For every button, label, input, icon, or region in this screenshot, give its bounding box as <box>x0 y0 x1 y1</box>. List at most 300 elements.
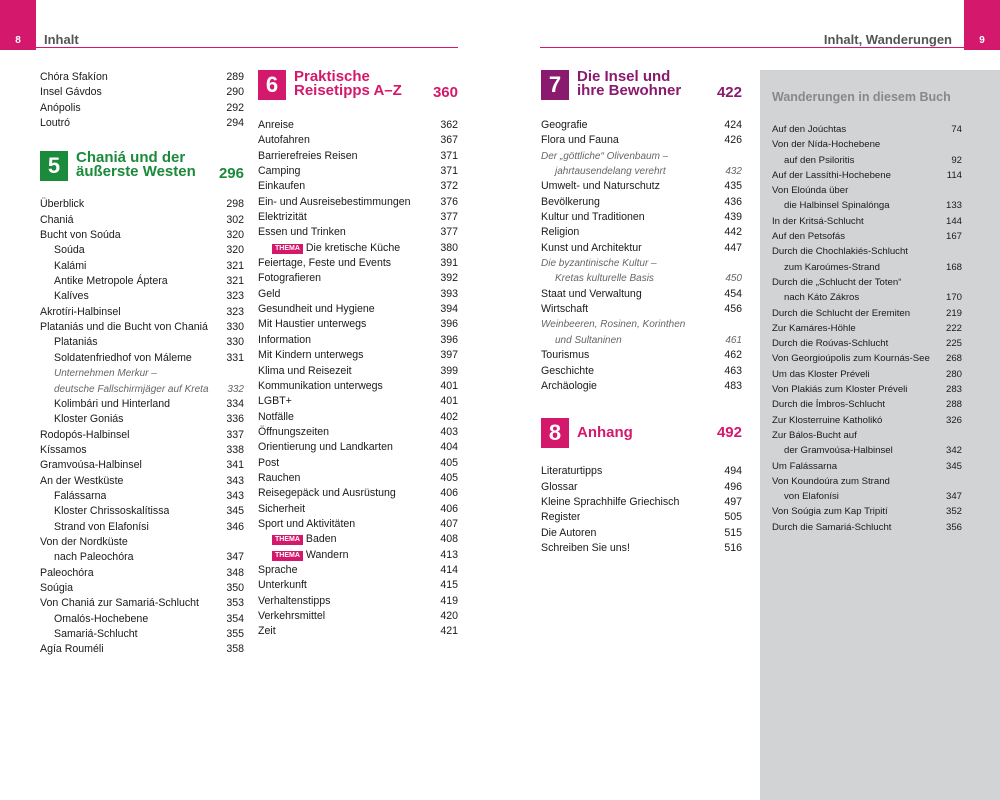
page-number-left: 8 <box>0 0 36 50</box>
entry-text: Barrierefreies Reisen <box>258 149 358 162</box>
entry-label <box>40 474 123 489</box>
entry-label <box>772 260 880 275</box>
entry-text: Reisegepäck und Ausrüstung <box>258 487 396 500</box>
entry-page: 168 <box>945 261 962 273</box>
toc-entry[interactable] <box>40 397 244 412</box>
entry-page: 298 <box>226 198 244 211</box>
entry-text: Fotografieren <box>258 272 322 285</box>
toc-entry[interactable] <box>772 504 962 519</box>
toc-entry[interactable] <box>772 183 962 198</box>
entry-text: Durch die Schlucht der Eremiten <box>772 307 911 319</box>
toc-entry[interactable] <box>258 317 458 332</box>
entry-page: 405 <box>440 471 458 484</box>
toc-entry[interactable] <box>258 225 458 240</box>
toc-entry[interactable] <box>40 612 244 627</box>
toc-entry[interactable] <box>40 382 244 397</box>
entry-text: Unterkunft <box>258 579 307 592</box>
entry-page: 341 <box>226 459 244 472</box>
entry-text: Wirtschaft <box>541 303 589 316</box>
toc-column-1 <box>40 70 244 658</box>
toc-entry[interactable] <box>258 287 458 302</box>
toc-entry[interactable] <box>258 379 458 394</box>
toc-entry[interactable] <box>541 149 742 164</box>
toc-entry[interactable] <box>772 321 962 336</box>
toc-entry[interactable] <box>258 471 458 486</box>
entry-text: Öffnungszeiten <box>258 425 330 438</box>
entry-text: Paleochóra <box>40 566 94 579</box>
entry-page: 362 <box>440 119 458 131</box>
toc-entry[interactable] <box>258 348 458 363</box>
entry-text: Kolimbári und Hinterland <box>54 397 171 410</box>
entry-text: Chaniá <box>40 213 74 226</box>
toc-entry[interactable] <box>772 306 962 321</box>
chapter-title: Die Insel und ihre Bewohner <box>577 68 682 99</box>
entry-page: 494 <box>724 465 742 478</box>
entry-label <box>772 443 893 458</box>
entry-text: Von der Nordküste <box>40 535 128 548</box>
entry-label <box>40 412 123 427</box>
toc-entry[interactable] <box>772 428 962 443</box>
entry-label <box>772 428 857 443</box>
toc-entry[interactable] <box>258 149 458 164</box>
toc-entry[interactable] <box>258 425 458 440</box>
entry-page: 496 <box>724 480 742 493</box>
toc-entry[interactable] <box>541 225 742 240</box>
toc-column-3 <box>541 70 742 556</box>
entry-page: 371 <box>440 149 458 162</box>
entry-label <box>258 241 400 256</box>
entry-label <box>40 335 98 350</box>
toc-entry[interactable] <box>541 495 742 510</box>
entry-page: 74 <box>951 124 962 135</box>
chapter-heading-5[interactable] <box>40 151 244 181</box>
toc-entry[interactable] <box>40 520 244 535</box>
entry-label <box>541 510 580 525</box>
entry-label <box>541 287 642 302</box>
entry-label <box>40 243 85 258</box>
toc-entry[interactable] <box>541 133 742 148</box>
toc-entry[interactable] <box>40 642 244 657</box>
entry-label <box>40 213 74 228</box>
toc-entry[interactable] <box>772 351 962 366</box>
entry-page: 391 <box>440 257 458 270</box>
entry-label <box>772 504 888 519</box>
entry-text: und Sultaninen <box>555 334 622 346</box>
entry-text: Kalámi <box>54 259 87 272</box>
entry-label <box>541 271 654 286</box>
toc-entry[interactable] <box>772 474 962 489</box>
chapter-heading-6[interactable] <box>258 70 458 100</box>
entry-label <box>772 168 891 183</box>
toc-entry[interactable] <box>772 275 962 290</box>
toc-entry[interactable] <box>258 440 458 455</box>
toc-entry[interactable] <box>258 624 458 639</box>
entry-page: 283 <box>945 384 962 396</box>
toc-entry[interactable] <box>40 535 244 550</box>
entry-text: Strand von Elafonísi <box>54 520 149 533</box>
toc-entry[interactable] <box>541 241 742 256</box>
entry-label <box>40 320 208 335</box>
entry-page: 336 <box>226 413 244 426</box>
toc-entry[interactable] <box>40 474 244 489</box>
entry-label <box>258 594 330 609</box>
entry-label <box>40 566 94 581</box>
entry-label <box>40 116 70 131</box>
toc-entry[interactable] <box>541 379 742 394</box>
entry-text: Elektrizität <box>258 211 307 224</box>
toc-entry[interactable] <box>40 335 244 350</box>
toc-entry[interactable] <box>258 410 458 425</box>
entry-text: Wandern <box>305 548 349 561</box>
entry-page: 372 <box>440 180 458 193</box>
entry-page: 393 <box>440 287 458 300</box>
toc-entry[interactable] <box>772 367 962 382</box>
entry-text: Der „göttliche“ Olivenbaum – <box>541 150 669 162</box>
entry-page: 396 <box>440 333 458 346</box>
entry-label <box>258 471 300 486</box>
toc-entry[interactable] <box>541 164 742 179</box>
entry-label <box>40 197 84 212</box>
toc-entry[interactable] <box>541 287 742 302</box>
toc-entry[interactable] <box>258 517 458 532</box>
entry-label <box>258 195 411 210</box>
chapter-heading-8[interactable] <box>541 418 742 448</box>
entry-text: nach Paleochóra <box>54 551 134 564</box>
toc-entry[interactable] <box>772 443 962 458</box>
toc-list <box>40 70 244 131</box>
toc-entry[interactable] <box>541 480 742 495</box>
entry-text: Literaturtipps <box>541 465 603 478</box>
entry-text: Staat und Verwaltung <box>541 287 642 300</box>
entry-text: Glossar <box>541 480 578 493</box>
entry-text: von Elafonísi <box>784 491 839 503</box>
toc-entry[interactable] <box>772 153 962 168</box>
toc-entry[interactable] <box>258 179 458 194</box>
toc-entry[interactable] <box>772 520 962 535</box>
entry-label <box>40 274 168 289</box>
toc-entry[interactable] <box>40 320 244 335</box>
entry-page: 367 <box>440 134 458 147</box>
toc-entry[interactable] <box>258 210 458 225</box>
entry-page: 463 <box>724 364 742 377</box>
toc-entry[interactable] <box>40 443 244 458</box>
entry-page: 342 <box>945 445 962 457</box>
toc-entry[interactable] <box>40 458 244 473</box>
entry-page: 345 <box>945 460 962 472</box>
entry-text: Durch die Samariá-Schlucht <box>772 521 892 533</box>
entry-page: 462 <box>724 349 742 362</box>
entry-page: 421 <box>440 625 458 638</box>
toc-entry[interactable] <box>772 122 962 137</box>
entry-text: Durch die Chochlakiés-Schlucht <box>772 246 908 258</box>
toc-entry[interactable] <box>541 271 742 286</box>
entry-text: Kunst und Architektur <box>541 241 642 254</box>
entry-label <box>772 459 837 474</box>
entry-page: 442 <box>724 226 742 239</box>
toc-entry[interactable] <box>258 502 458 517</box>
entry-text: Bevölkerung <box>541 195 600 208</box>
entry-label <box>541 210 645 225</box>
toc-entry[interactable] <box>258 256 458 271</box>
entry-page: 401 <box>440 395 458 408</box>
entry-label <box>40 259 86 274</box>
toc-entry[interactable] <box>258 609 458 624</box>
entry-text: Zur Bálos-Bucht auf <box>772 429 857 441</box>
toc-entry[interactable] <box>772 459 962 474</box>
entry-text: Um das Kloster Préveli <box>772 368 870 380</box>
toc-entry[interactable] <box>258 563 458 578</box>
entry-text: Agía Rouméli <box>40 643 104 656</box>
entry-label <box>40 550 134 565</box>
toc-entry[interactable] <box>40 116 244 131</box>
toc-entry[interactable] <box>258 271 458 286</box>
entry-text: Antike Metropole Áptera <box>54 275 168 288</box>
entry-text: Von Georgioúpolis zum Kournás-See <box>772 353 930 365</box>
toc-entry[interactable] <box>772 489 962 504</box>
toc-entry[interactable] <box>40 289 244 304</box>
entry-page: 144 <box>945 215 962 227</box>
toc-entry[interactable] <box>40 366 244 381</box>
entry-label <box>541 256 657 271</box>
entry-text: zum Karoúmes-Strand <box>784 261 880 273</box>
toc-list <box>541 464 742 556</box>
toc-entry[interactable] <box>541 210 742 225</box>
toc-entry[interactable] <box>541 317 742 332</box>
toc-entry[interactable] <box>40 550 244 565</box>
entry-label <box>772 351 930 366</box>
toc-entry[interactable] <box>40 274 244 289</box>
entry-text: Mit Kindern unterwegs <box>258 349 364 362</box>
entry-text: auf den Psiloritis <box>784 154 855 166</box>
toc-entry[interactable] <box>40 428 244 443</box>
entry-page: 377 <box>440 211 458 224</box>
toc-entry[interactable] <box>541 348 742 363</box>
entry-page: 356 <box>945 521 962 533</box>
toc-entry[interactable] <box>40 228 244 243</box>
entry-text: Von Koundoúra zum Strand <box>772 475 890 487</box>
toc-entry[interactable] <box>541 464 742 479</box>
entry-page: 497 <box>724 495 742 508</box>
entry-text: Sicherheit <box>258 502 306 515</box>
toc-entry[interactable] <box>258 333 458 348</box>
entry-label <box>258 271 321 286</box>
toc-entry[interactable] <box>541 256 742 271</box>
toc-entry[interactable] <box>258 456 458 471</box>
toc-entry[interactable] <box>772 382 962 397</box>
entry-text: Kloster Goniás <box>54 413 124 426</box>
toc-entry[interactable] <box>258 394 458 409</box>
toc-entry[interactable] <box>541 526 742 541</box>
toc-entry[interactable] <box>40 489 244 504</box>
entry-page: 376 <box>440 195 458 208</box>
entry-text: Zur Klosterruine Katholikó <box>772 414 883 426</box>
toc-entry[interactable] <box>258 486 458 501</box>
entry-label <box>541 241 642 256</box>
toc-entry[interactable] <box>772 244 962 259</box>
entry-page: 426 <box>724 134 742 147</box>
entry-label <box>40 535 128 550</box>
entry-page: 222 <box>945 322 962 334</box>
toc-entry[interactable] <box>40 213 244 228</box>
toc-list <box>541 118 742 394</box>
toc-entry[interactable] <box>772 137 962 152</box>
toc-entry[interactable] <box>40 197 244 212</box>
toc-entry[interactable] <box>541 333 742 348</box>
entry-label <box>258 609 325 624</box>
entry-text: Chóra Sfakíon <box>40 71 108 83</box>
toc-entry[interactable] <box>258 364 458 379</box>
entry-page: 348 <box>226 566 244 579</box>
toc-entry[interactable] <box>772 336 962 351</box>
entry-text: Umwelt- und Naturschutz <box>541 180 660 193</box>
toc-entry[interactable] <box>541 195 742 210</box>
toc-entry[interactable] <box>772 397 962 412</box>
chapter-title: Chaniá und der äußerste Westen <box>76 149 196 181</box>
toc-entry[interactable] <box>541 510 742 525</box>
entry-page: 399 <box>440 364 458 377</box>
entry-page: 343 <box>226 489 244 502</box>
chapter-heading-7[interactable] <box>541 70 742 100</box>
entry-text: Notfälle <box>258 410 294 423</box>
toc-entry[interactable] <box>258 302 458 317</box>
entry-label <box>258 333 311 348</box>
entry-label <box>541 526 596 541</box>
chapter-page: 296 <box>218 165 244 183</box>
entry-page: 353 <box>226 597 244 610</box>
chapter-number-badge: 8 <box>541 418 569 448</box>
entry-label <box>541 317 685 332</box>
entry-page: 345 <box>226 505 244 518</box>
entry-label <box>772 397 885 412</box>
entry-label <box>541 118 588 133</box>
entry-page: 439 <box>724 211 742 224</box>
header-rule-right <box>540 47 964 48</box>
toc-entry[interactable] <box>258 548 458 563</box>
entry-page: 337 <box>226 428 244 441</box>
toc-entry[interactable] <box>772 413 962 428</box>
entry-text: Mit Haustier unterwegs <box>258 318 367 331</box>
entry-page: 420 <box>440 610 458 622</box>
entry-text: Schreiben Sie uns! <box>541 541 630 554</box>
entry-page: 380 <box>440 241 458 254</box>
entry-text: Von Plakiás zum Kloster Préveli <box>772 384 908 396</box>
entry-text: Um Falássarna <box>772 460 838 472</box>
entry-page: 334 <box>226 397 244 410</box>
entry-page: 331 <box>226 351 244 364</box>
toc-entry[interactable] <box>541 179 742 194</box>
hikes-sidebar <box>760 70 1000 800</box>
entry-text: Autofahren <box>258 134 310 147</box>
entry-label <box>40 504 169 519</box>
toc-entry[interactable] <box>40 504 244 519</box>
toc-entry[interactable] <box>541 302 742 317</box>
entry-label <box>258 563 297 578</box>
toc-entry[interactable] <box>772 260 962 275</box>
toc-entry[interactable] <box>40 243 244 258</box>
running-header-right: Inhalt, Wanderungen <box>823 32 952 47</box>
entry-text: Archäologie <box>541 379 597 392</box>
toc-entry[interactable] <box>40 259 244 274</box>
toc-entry[interactable] <box>40 305 244 320</box>
entry-label <box>258 578 307 593</box>
toc-entry[interactable] <box>258 241 458 256</box>
entry-label <box>258 364 352 379</box>
entry-text: Verkehrsmittel <box>258 610 326 622</box>
header-rule-left <box>36 47 458 48</box>
entry-label <box>258 348 363 363</box>
toc-entry[interactable] <box>772 168 962 183</box>
entry-page: 454 <box>724 287 742 300</box>
entry-text: Register <box>541 511 581 524</box>
toc-entry[interactable] <box>772 214 962 229</box>
toc-entry[interactable] <box>40 581 244 596</box>
entry-page: 515 <box>724 526 742 539</box>
entry-page: 323 <box>226 290 244 303</box>
entry-text: Rauchen <box>258 471 301 484</box>
toc-entry[interactable] <box>258 164 458 179</box>
toc-entry[interactable] <box>541 541 742 556</box>
toc-entry[interactable] <box>40 566 244 581</box>
toc-entry[interactable] <box>258 118 458 133</box>
entry-page: 413 <box>440 548 458 561</box>
entry-page: 415 <box>440 579 458 592</box>
toc-entry[interactable] <box>541 118 742 133</box>
entry-page: 414 <box>440 563 458 576</box>
toc-entry[interactable] <box>40 85 244 100</box>
sidebar-title: Wanderungen in diesem Buch <box>772 90 951 104</box>
toc-entry[interactable] <box>258 578 458 593</box>
toc-entry[interactable] <box>40 412 244 427</box>
toc-entry[interactable] <box>258 532 458 547</box>
entry-label <box>40 458 142 473</box>
toc-entry[interactable] <box>772 290 962 305</box>
entry-page: 396 <box>440 318 458 331</box>
toc-entry[interactable] <box>40 351 244 366</box>
toc-entry[interactable] <box>40 627 244 642</box>
entry-page: 347 <box>945 491 962 503</box>
toc-entry[interactable] <box>40 101 244 116</box>
entry-page: 352 <box>945 506 962 518</box>
entry-text: deutsche Fallschirmjäger auf Kreta <box>54 383 209 395</box>
entry-label <box>258 532 337 547</box>
entry-label <box>258 317 366 332</box>
entry-text: Von Eloúnda über <box>772 185 849 197</box>
entry-text: Flora und Fauna <box>541 134 619 147</box>
entry-page: 330 <box>226 321 244 334</box>
entry-text: Kalíves <box>54 290 89 303</box>
entry-text: Information <box>258 333 311 346</box>
toc-entry[interactable] <box>40 70 244 85</box>
entry-label <box>772 183 848 198</box>
entry-page: 280 <box>945 368 962 380</box>
chapter-number-badge: 5 <box>40 151 68 181</box>
entry-label <box>772 198 890 213</box>
chapter-number-badge: 6 <box>258 70 286 100</box>
toc-entry[interactable] <box>772 198 962 213</box>
entry-page: 456 <box>724 303 742 316</box>
toc-entry[interactable] <box>258 133 458 148</box>
entry-text: Geld <box>258 287 281 300</box>
toc-entry[interactable] <box>258 594 458 609</box>
toc-entry[interactable] <box>772 229 962 244</box>
entry-text: Kommunikation unterwegs <box>258 379 383 392</box>
toc-entry[interactable] <box>541 364 742 379</box>
entry-text: Soúda <box>54 244 85 257</box>
entry-page: 338 <box>226 443 244 456</box>
toc-entry[interactable] <box>40 596 244 611</box>
toc-entry[interactable] <box>258 195 458 210</box>
entry-page: 424 <box>724 119 742 131</box>
